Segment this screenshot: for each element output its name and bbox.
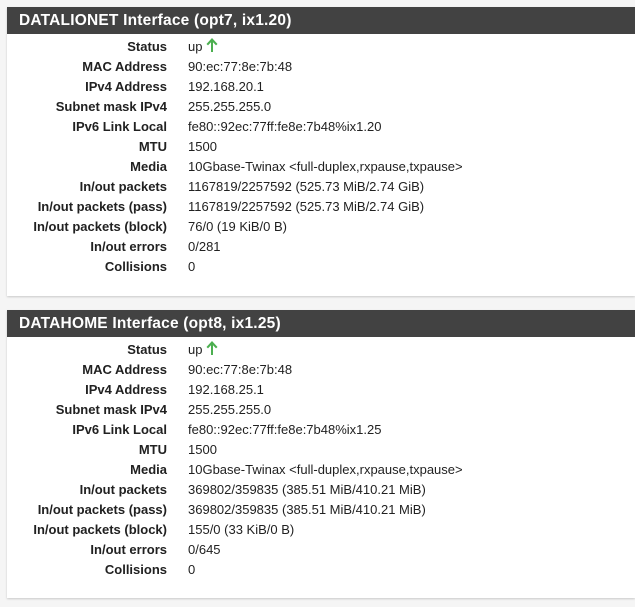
status-value: up bbox=[188, 342, 203, 357]
status-label: Status bbox=[127, 342, 167, 357]
collisions-label: Collisions bbox=[104, 562, 167, 577]
row-ipv4-address bbox=[7, 77, 635, 97]
row-mtu bbox=[7, 440, 635, 460]
row-status bbox=[7, 37, 635, 57]
row-mtu bbox=[7, 137, 635, 157]
inout-packets-value: 369802/359835 (385.51 MiB/410.21 MiB) bbox=[188, 482, 426, 497]
status-value-wrap bbox=[167, 37, 219, 57]
row-inout-errors bbox=[7, 237, 635, 257]
row-inout-packets-pass bbox=[7, 500, 635, 520]
inout-packets-pass-label: In/out packets (pass) bbox=[37, 502, 167, 517]
inout-errors-label: In/out errors bbox=[90, 542, 167, 557]
row-subnet-mask bbox=[7, 400, 635, 420]
inout-packets-value: 1167819/2257592 (525.73 MiB/2.74 GiB) bbox=[188, 179, 425, 194]
media-label: Media bbox=[130, 462, 167, 477]
ipv4-address-label: IPv4 Address bbox=[85, 382, 167, 397]
row-ipv6-link-local bbox=[7, 420, 635, 440]
subnet-mask-label: Subnet mask IPv4 bbox=[55, 99, 167, 114]
mtu-label: MTU bbox=[138, 139, 167, 154]
media-value: 10Gbase-Twinax <full-duplex,rxpause,txpause> bbox=[188, 462, 463, 477]
row-inout-packets-pass bbox=[7, 197, 635, 217]
ipv4-address-label: IPv4 Address bbox=[85, 79, 167, 94]
row-subnet-mask bbox=[7, 97, 635, 117]
inout-packets-block-value: 76/0 (19 KiB/0 B) bbox=[188, 219, 287, 234]
mtu-label: MTU bbox=[138, 442, 167, 457]
row-inout-errors bbox=[7, 540, 635, 560]
ipv4-address-value: 192.168.25.1 bbox=[188, 382, 264, 397]
interface-panel-datalionet bbox=[7, 7, 635, 296]
row-media bbox=[7, 460, 635, 480]
inout-errors-label: In/out errors bbox=[90, 239, 167, 254]
row-collisions bbox=[7, 560, 635, 580]
ipv6-link-local-value: fe80::92ec:77ff:fe8e:7b48%ix1.20 bbox=[188, 119, 382, 134]
inout-packets-block-label: In/out packets (block) bbox=[33, 522, 167, 537]
ipv6-link-local-label: IPv6 Link Local bbox=[72, 422, 167, 437]
row-inout-packets-block bbox=[7, 520, 635, 540]
media-label: Media bbox=[130, 159, 167, 174]
interface-panel-datahome bbox=[7, 310, 635, 598]
inout-packets-block-label: In/out packets (block) bbox=[33, 219, 167, 234]
row-ipv6-link-local bbox=[7, 117, 635, 137]
panel-title: DATALIONET Interface (opt7, ix1.20) bbox=[7, 7, 635, 34]
row-media bbox=[7, 157, 635, 177]
media-value: 10Gbase-Twinax <full-duplex,rxpause,txpause> bbox=[188, 159, 463, 174]
status-label: Status bbox=[127, 39, 167, 54]
status-value-wrap bbox=[167, 340, 219, 360]
arrow-up-icon bbox=[205, 340, 219, 356]
inout-packets-label: In/out packets bbox=[79, 482, 167, 497]
collisions-value: 0 bbox=[188, 259, 196, 274]
collisions-value: 0 bbox=[188, 562, 196, 577]
row-inout-packets bbox=[7, 177, 635, 197]
arrow-up-icon bbox=[205, 37, 219, 53]
interface-details bbox=[7, 337, 635, 580]
mac-address-value: 90:ec:77:8e:7b:48 bbox=[188, 59, 293, 74]
mtu-value: 1500 bbox=[188, 442, 217, 457]
ipv4-address-value: 192.168.20.1 bbox=[188, 79, 264, 94]
row-mac-address bbox=[7, 360, 635, 380]
row-collisions bbox=[7, 257, 635, 277]
ipv6-link-local-value: fe80::92ec:77ff:fe8e:7b48%ix1.25 bbox=[188, 422, 382, 437]
interface-details bbox=[7, 34, 635, 277]
inout-packets-label: In/out packets bbox=[79, 179, 167, 194]
row-inout-packets bbox=[7, 480, 635, 500]
subnet-mask-value: 255.255.255.0 bbox=[188, 99, 272, 114]
ipv6-link-local-label: IPv6 Link Local bbox=[72, 119, 167, 134]
panel-title: DATAHOME Interface (opt8, ix1.25) bbox=[7, 310, 635, 337]
mac-address-value: 90:ec:77:8e:7b:48 bbox=[188, 362, 293, 377]
inout-errors-value: 0/645 bbox=[188, 542, 221, 557]
mac-address-label: MAC Address bbox=[82, 59, 167, 74]
subnet-mask-label: Subnet mask IPv4 bbox=[55, 402, 167, 417]
inout-packets-pass-value: 369802/359835 (385.51 MiB/410.21 MiB) bbox=[188, 502, 426, 517]
subnet-mask-value: 255.255.255.0 bbox=[188, 402, 272, 417]
row-ipv4-address bbox=[7, 380, 635, 400]
inout-packets-block-value: 155/0 (33 KiB/0 B) bbox=[188, 522, 295, 537]
row-mac-address bbox=[7, 57, 635, 77]
row-inout-packets-block bbox=[7, 217, 635, 237]
inout-packets-pass-label: In/out packets (pass) bbox=[37, 199, 167, 214]
inout-errors-value: 0/281 bbox=[188, 239, 221, 254]
row-status bbox=[7, 340, 635, 360]
collisions-label: Collisions bbox=[104, 259, 167, 274]
status-value: up bbox=[188, 39, 203, 54]
inout-packets-pass-value: 1167819/2257592 (525.73 MiB/2.74 GiB) bbox=[188, 199, 425, 214]
mtu-value: 1500 bbox=[188, 139, 217, 154]
mac-address-label: MAC Address bbox=[82, 362, 167, 377]
